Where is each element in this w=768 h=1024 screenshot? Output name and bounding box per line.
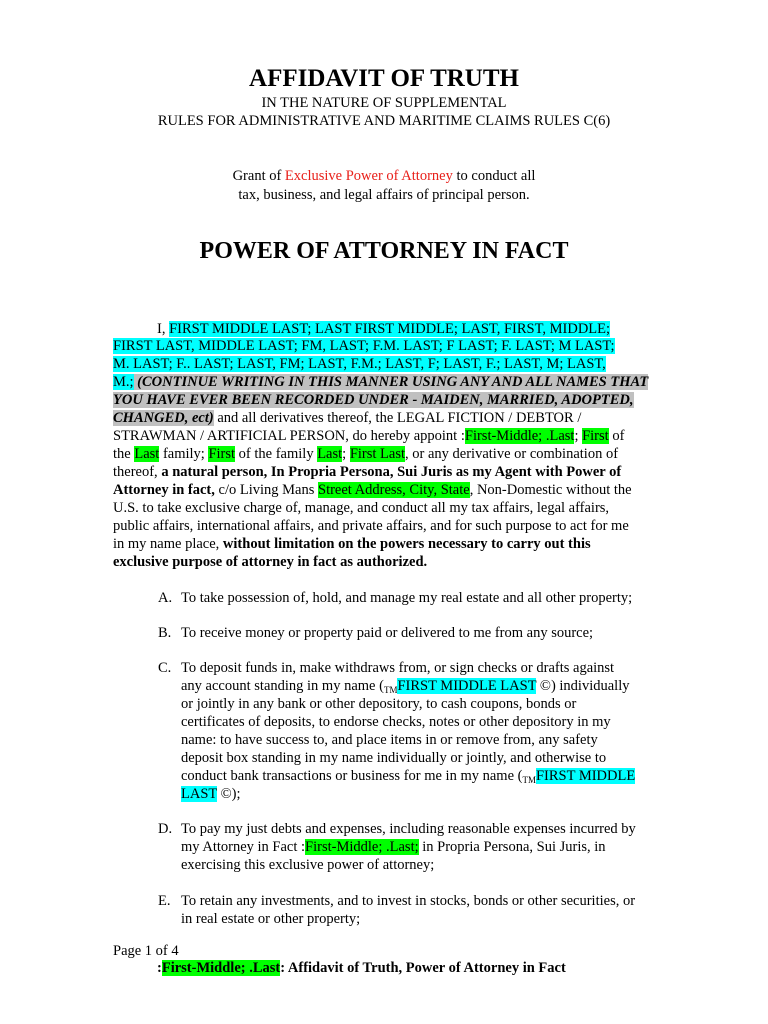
instruction-note: CHANGED, ect) (113, 410, 214, 426)
item-b-letter: B. (158, 625, 172, 641)
item-e-line-1: To retain any investments, and to invest in stocks, bonds or other securities, or (181, 893, 636, 909)
item-a-text: To take possession of, hold, and manage my real estate and all other property; (181, 590, 633, 606)
item-c-line-4: certificates of deposits, to endorse checks, notes or other depository in my (181, 714, 611, 730)
grant-text: Grant of (232, 168, 285, 184)
grant-statement (0, 167, 768, 205)
item-c-line-6: deposit box standing in my name individually or jointly, and otherwise to (181, 750, 607, 766)
item-e-letter: E. (158, 893, 171, 909)
agent-last: Last (317, 446, 343, 462)
body-line-8: the Last family; First of the family Last; First Last, or any derivative or combination of (113, 446, 619, 462)
body-line-14: exclusive purpose of attorney in fact as authorized. (113, 554, 428, 570)
item-d-line-1: To pay my just debts and expenses, including reasonable expenses incurred by (181, 821, 636, 837)
agent-name: First-Middle; .Last (464, 428, 575, 444)
item-c-line-1: To deposit funds in, make withdraws from, or sign checks or drafts against (181, 660, 615, 676)
name-variants: FIRST MIDDLE LAST; LAST FIRST MIDDLE; LAST, FIRST, MIDDLE; (169, 321, 611, 337)
section-heading: POWER OF ATTORNEY IN FACT (199, 238, 569, 264)
item-e-line-2: in real estate or other property; (181, 911, 361, 927)
item-b-text: To receive money or property paid or delivered to me from any source; (181, 625, 594, 641)
instruction-note: (CONTINUE WRITING IN THIS MANNER USING ANY AND ALL NAMES THAT (133, 374, 649, 390)
agent-first: First (582, 428, 609, 444)
document-title: AFFIDAVIT OF TRUTH (249, 65, 519, 92)
item-c-line-3: or jointly in any bank or other depository, to cash coupons, bonds or (181, 696, 577, 712)
name-variants: FIRST MIDDLE (535, 768, 636, 784)
item-d-letter: D. (158, 821, 173, 837)
item-c-line-7: conduct bank transactions or business for me in my name ($_{TM}FIRST$ MIDDLE (181, 768, 636, 785)
subtitle-line-1: IN THE NATURE OF SUPPLEMENTAL (261, 95, 507, 111)
body-line-12: public affairs, international affairs, and private affairs, and for such purpose to act for me (113, 518, 629, 534)
body-line-4 (113, 374, 648, 391)
item-c-line-8: LAST ©); (181, 786, 241, 802)
agent-full-name: First Last (349, 446, 406, 462)
item-c-line-2: any account standing in my name ($_{TM}FIRST$ MIDDLE LAST ©) individually (181, 678, 630, 695)
instruction-note: YOU HAVE EVER BEEN RECORDED UNDER - MAIDEN, MARRIED, ADOPTED, (113, 392, 634, 408)
agent-last: Last (134, 446, 160, 462)
body-line-11: U.S. to take exclusive charge of, manage, and conduct all my tax affairs, legal affairs, (113, 500, 610, 516)
body-line-5 (113, 392, 634, 409)
trademark-subscript: TM (522, 775, 536, 785)
body-line-3 (113, 356, 606, 373)
body-line-13: in my name place, without limitation on the powers necessary to carry out this (113, 536, 591, 552)
item-c-letter: C. (158, 660, 172, 676)
name-variants: FIRST MIDDLE LAST (397, 678, 537, 694)
body-line-10: Attorney in fact, c/o Living Mans Street Address, City, State, Non-Domestic without the (113, 482, 632, 498)
body-line-6: CHANGED, ect) and all derivatives thereof, the LEGAL FICTION / DEBTOR / (113, 410, 582, 426)
name-variants: FIRST LAST, MIDDLE LAST; FM, LAST; F.M. LAST; F LAST; F. LAST; M LAST; (113, 338, 615, 354)
grant-text-end: to conduct all (452, 168, 536, 184)
body-line-2 (113, 338, 615, 355)
item-d-line-3: exercising this exclusive power of attorney; (181, 857, 435, 873)
subtitle-line-2: RULES FOR ADMINISTRATIVE AND MARITIME CLAIMS RULES C(6) (157, 113, 611, 129)
agent-address: Street Address, City, State (318, 482, 470, 498)
name-variants: M.; (113, 374, 134, 390)
body-line-1: I, FIRST MIDDLE LAST; LAST FIRST MIDDLE; LAST, FIRST, MIDDLE; (157, 321, 611, 337)
name-variants: M. LAST; F.. LAST; LAST, FM; LAST, F.M.; LAST, F; LAST, F.; LAST, M; LAST, (113, 356, 606, 372)
agent-first: First (208, 446, 236, 462)
body-line-7: STRAWMAN / ARTIFICIAL PERSON, do hereby appoint :First-Middle; .Last; First of (113, 428, 625, 444)
page-footer: :First-Middle; .Last: Affidavit of Truth, Power of Attorney in Fact (157, 960, 566, 976)
item-d-line-2: my Attorney in Fact :First-Middle; .Last; in Propria Persona, Sui Juris, in (181, 839, 606, 855)
grant-line-2: tax, business, and legal affairs of principal person. (238, 187, 530, 203)
item-c-line-5: name: to have success to, and place items in or remove from, any safety (181, 732, 598, 748)
body-line-9: thereof, a natural person, In Propria Persona, Sui Juris as my Agent with Power of (113, 464, 622, 480)
page-number: Page 1 of 4 (113, 943, 179, 959)
item-a-letter: A. (158, 590, 173, 606)
agent-name: First-Middle; .Last; (305, 839, 419, 855)
name-variants: LAST (181, 786, 217, 802)
grant-highlight: Exclusive Power of Attorney (284, 168, 453, 184)
trademark-subscript: TM (383, 685, 398, 695)
agent-name: First-Middle; .Last (161, 960, 281, 976)
